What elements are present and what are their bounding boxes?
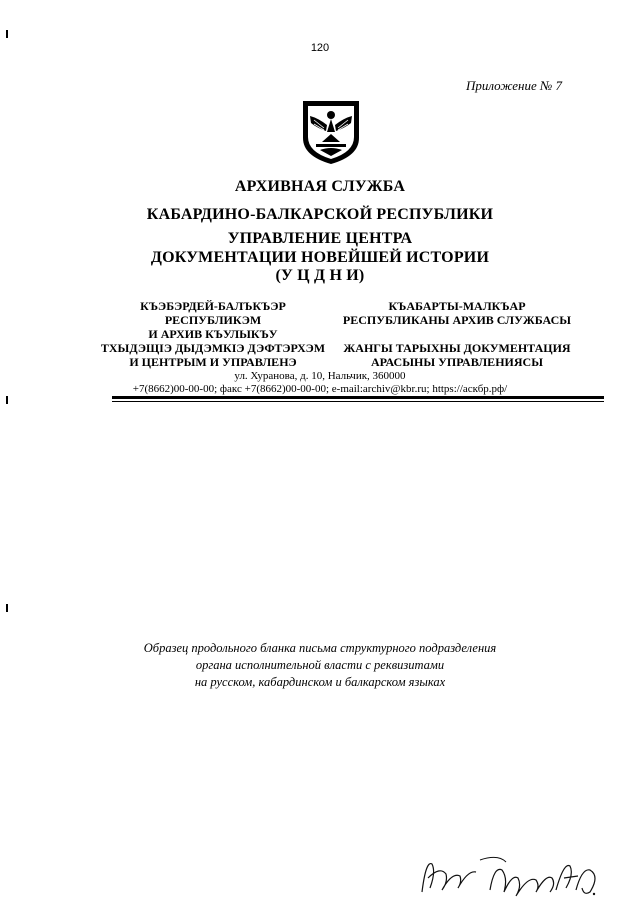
balkar-line-4: АРАСЫНЫ УПРАВЛЕНИЯСЫ bbox=[371, 355, 543, 369]
header-line-2: КАБАРДИНО-БАЛКАРСКОЙ РЕСПУБЛИКИ bbox=[146, 206, 494, 223]
kabardian-line-2: РЕСПУБЛИКЭМ bbox=[164, 313, 262, 327]
margin-mark bbox=[6, 396, 8, 404]
page-number: 120 bbox=[310, 42, 330, 54]
header-line-1: АРХИВНАЯ СЛУЖБА bbox=[234, 178, 406, 195]
kabardian-line-4: ТХЫДЭЩIЭ ДЫДЭМКIЭ ДЭФТЭРХЭМ bbox=[100, 341, 326, 355]
coat-of-arms-icon bbox=[300, 98, 362, 166]
header-line-5: (У Ц Д Н И) bbox=[275, 267, 365, 284]
header-divider-thin bbox=[112, 401, 604, 402]
kabardian-line-5: И ЦЕНТРЫМ И УПРАВЛЕНЭ bbox=[129, 355, 297, 369]
balkar-line-1: КЪАБАРТЫ-МАЛКЪАР bbox=[388, 299, 526, 313]
header-line-4: ДОКУМЕНТАЦИИ НОВЕЙШЕЙ ИСТОРИИ bbox=[150, 249, 490, 266]
balkar-line-2: РЕСПУБЛИКАНЫ АРХИВ СЛУЖБАСЫ bbox=[342, 313, 572, 327]
header-divider-thick bbox=[112, 396, 604, 399]
caption-line-1: Образец продольного бланка письма структурного подразделения bbox=[143, 641, 497, 655]
contacts-block bbox=[0, 370, 640, 396]
header-line-3: УПРАВЛЕНИЕ ЦЕНТРА bbox=[227, 230, 413, 247]
kabardian-line-3: И АРХИВ КЪУЛЫКЪУ bbox=[148, 327, 278, 341]
caption-line-2: органа исполнительной власти с реквизитами bbox=[195, 658, 445, 672]
caption-line-3: на русском, кабардинском и балкарском языках bbox=[194, 675, 446, 689]
signature bbox=[418, 852, 606, 900]
caption-block bbox=[0, 640, 640, 691]
balkar-block bbox=[322, 299, 592, 369]
balkar-line-3: ЖАНГЫ ТАРЫХНЫ ДОКУМЕНТАЦИЯ bbox=[343, 341, 571, 355]
margin-mark bbox=[6, 604, 8, 612]
margin-mark bbox=[6, 30, 8, 38]
address-line: ул. Хуранова, д. 10, Нальчик, 360000 bbox=[234, 370, 406, 382]
phones-line: +7(8662)00-00-00; факс +7(8662)00-00-00; e-mail:archiv@kbr.ru; https://аскбр.рф/ bbox=[132, 383, 508, 395]
kabardian-line-1: КЪЭБЭРДЕЙ-БАЛЪКЪЭР bbox=[140, 299, 286, 313]
kabardian-block bbox=[78, 299, 348, 369]
appendix-label: Приложение № 7 bbox=[465, 78, 562, 93]
